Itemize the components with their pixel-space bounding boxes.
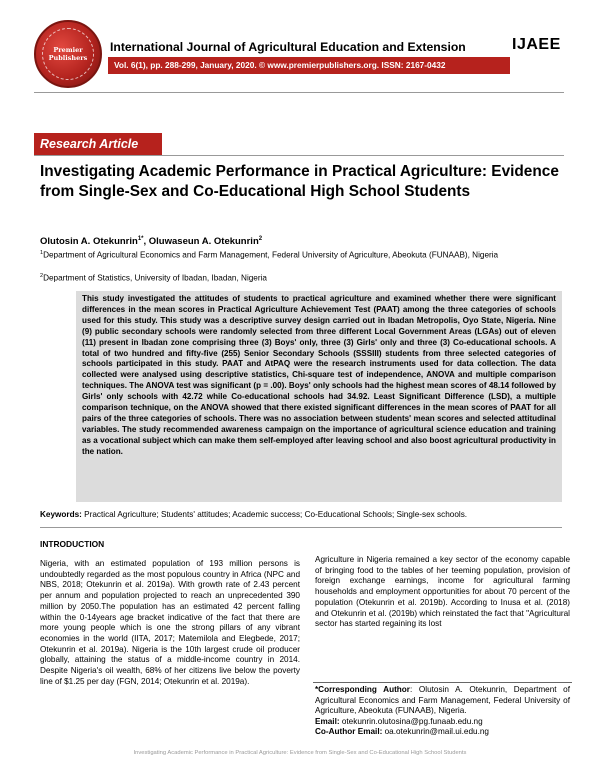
author-separator: , <box>143 236 149 248</box>
author-2-marks: 2 <box>258 236 263 242</box>
issue-bar: Vol. 6(1), pp. 288-299, January, 2020. © www.premierpublishers.org. ISSN: 2167-0432 <box>108 57 510 74</box>
affiliation-1 <box>40 248 580 261</box>
author-list <box>40 236 262 247</box>
author-1-marks: 1* <box>137 236 144 242</box>
affiliation-1-mark: 1 <box>40 250 44 256</box>
logo-text: Premier Publishers <box>48 46 88 62</box>
correspondence-divider <box>313 682 572 683</box>
author-1: Olutosin A. Otekunrin <box>40 236 138 248</box>
journal-abbreviation: IJAEE <box>512 36 561 53</box>
header-divider <box>34 92 564 93</box>
correspondence-text: : Olutosin A. Otekunrin, Department of Agricultural Economics and Farm Management, Federal University of Agriculture, Abeokuta (FUNAAB), Nigeria. <box>315 685 570 716</box>
keywords-text: Practical Agriculture; Students' attitudes; Academic success; Co-Educational Schools; Single-sex schools. <box>81 510 468 519</box>
introduction-right-column <box>315 555 570 630</box>
page-footer: Investigating Academic Performance in Practical Agriculture: Evidence from Single-Sex and Co-Educational High School Students <box>133 750 467 756</box>
publisher-logo <box>34 20 102 88</box>
author-2: Oluwaseun A. Otekunrin <box>148 236 259 248</box>
coauthor-email-label: Co-Author Email: <box>315 727 383 737</box>
keywords-label: Keywords: <box>40 510 82 519</box>
introduction-heading: INTRODUCTION <box>40 539 105 549</box>
affiliation-2-text: Department of Statistics, University of Ibadan, Ibadan, Nigeria <box>43 273 267 283</box>
introduction-paragraph-1: Nigeria, with an estimated population of 193 million persons is undoubtedly regarded as the most populous country in Africa (NPC and NBS, 2018; Otekunrin et al. 2019a). With growth rate of 2.43 percent per annum and population projected to reach an unprecedented 390 million by 2050.The population has an estimated 42 percent falling within the 0-14years age bracket indicative of the fact that there are more young people which is one the strong pillars of any vibrant economies in the world (IITA, 2017; Matemilola and Elegbede, 2017; Otekunrin et al. 2019a). Nigeria is the 10th largest crude oil producer globally, attaining the status of a middle-income country in 2014. Despite Nigeria's oil wealth, 68% of her citizens live below the poverty line of $1.25 per day (FGN, 2014; Otekunrin et al. 2019a). <box>40 559 300 686</box>
introduction-paragraph-2: Agriculture in Nigeria remained a key sector of the economy capable of bringing food to the tables of her teeming population, provision of foreign exchange earnings, income for agricultural farming households and employment opportunities for about 70 percent of the population (Otekunrin et al. 2019b). According to Inusa et al. (2018) and Otekunrin et al. (2019b) which reinstated the fact that "Agricultural sector has started regaining its lost <box>315 555 570 629</box>
coauthor-email[interactable]: oa.otekunrin@mail.ui.edu.ng <box>382 727 489 737</box>
keywords-divider <box>40 527 562 528</box>
correspondence-block <box>315 685 570 738</box>
affiliation-2 <box>40 271 580 284</box>
author-email[interactable]: otekunrin.olutosina@pg.funaab.edu.ng <box>339 716 483 726</box>
affiliation-2-mark: 2 <box>40 273 44 279</box>
introduction-left-column <box>40 559 300 687</box>
email-label: Email: <box>315 716 340 726</box>
paper-title: Investigating Academic Performance in Practical Agriculture: Evidence from Single-Sex and Co-Educational High School Students <box>40 163 559 200</box>
journal-name: International Journal of Agricultural Education and Extension <box>110 40 466 54</box>
article-type-divider <box>34 155 564 156</box>
affiliation-1-text: Department of Agricultural Economics and Farm Management, Federal University of Agriculture, Abeokuta (FUNAAB), Nigeria <box>43 250 499 260</box>
correspondence-label: *Corresponding Author <box>315 685 410 694</box>
abstract-text: This study investigated the attitudes of students to practical agriculture and examined whether there were significant differences in the mean scores in Practical Agriculture Achievement Test (PAAT) among the three categories of schools used for this study. This study was a descriptive survey design carried out in Ibadan Metropolis, Oyo State, Nigeria. Nine (9) public secondary schools were randomly selected from three different Local Government Areas (LGAs) out of eleven (11) present in Ibadan zone comprising three (3) Boys' only, three (3) Girls' only and three (3) Co-educational schools. A total of two hundred and fifty-five (255) Senior Secondary Schools (SSSIII) students from three selected categories of schools participated in this study. PAAT and AtPAQ were the research instruments used for data collection. The data collected were analysed using descriptive statistics, Chi-square test of independence, ANOVA and multiple comparison techniques. The ANOVA test was significant (p = .00). Boys' only schools had the highest mean scores of 48.14 followed by Girls' only schools with 42.72 while Co-educational schools had 34.92. Least Significant Difference (LSD), a multiple comparison technique, on the ANOVA showed that there existed significant differences in the mean scores of PAAT for all pairs of the three categories of schools. There was no association between students' mean scores and selected attitudinal variables. The study recommended awareness campaign on the importance of agricultural science education and training as a vocational subject which can make them self-employed after leaving school and also boost agricultural productivity in the nation. <box>82 294 556 456</box>
keywords <box>40 510 570 519</box>
article-type-label: Research Article <box>34 133 162 155</box>
